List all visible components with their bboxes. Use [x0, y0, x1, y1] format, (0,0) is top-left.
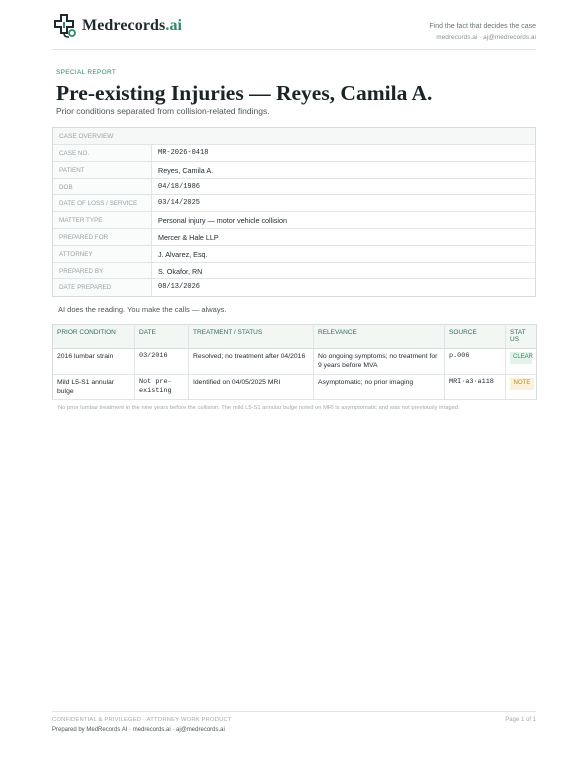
overview-row	[53, 162, 535, 179]
condition-cell: Mild L5-S1 annular bulge	[53, 375, 135, 400]
tagline: Find the fact that decides the case	[429, 23, 536, 30]
overview-label: DOB	[53, 179, 152, 195]
header-contact: medrecords.ai · aj@medrecords.ai	[436, 34, 536, 41]
report-header	[52, 12, 536, 50]
ai-disclaimer: AI does the reading. You make the calls — always.	[58, 305, 227, 314]
condition-cell: 2016 lumbar strain	[53, 349, 135, 375]
overview-label: ATTORNEY	[53, 246, 152, 262]
report-kicker: SPECIAL REPORT	[56, 69, 117, 76]
date-prepared-value: 08/13/2026	[158, 283, 201, 292]
prepared-by-value: S. Okafor, RN	[158, 266, 203, 276]
relevance-cell: No ongoing symptoms; no treatment for 9 years before MVA	[314, 349, 445, 375]
table-footnote: No prior lumbar treatment in the nine years before the collision. The mild L5-S1 annular bulge noted on MRI is asymptomatic and was not previously imaged.	[58, 405, 460, 411]
date-of-loss-value: 03/14/2025	[158, 199, 201, 208]
source-cell: MRI·a3·a118	[445, 375, 506, 400]
case-overview-heading: CASE OVERVIEW	[53, 128, 535, 145]
prior-conditions-table	[52, 324, 537, 400]
column-header: PRIOR CONDITION	[53, 325, 135, 349]
overview-label: CASE NO.	[53, 145, 152, 161]
column-header: SOURCE	[445, 325, 506, 349]
attorney-value: J. Alvarez, Esq.	[158, 249, 208, 259]
column-header: STAT US	[506, 325, 537, 349]
relevance-cell: Asymptomatic; no prior imaging	[314, 375, 445, 400]
table-row	[53, 349, 537, 375]
brand-name	[82, 17, 182, 35]
brand-accent: .ai	[165, 17, 183, 34]
table-header-row	[53, 325, 537, 349]
overview-row	[53, 263, 535, 280]
overview-row	[53, 145, 535, 162]
date-cell: Not pre-existing	[135, 375, 189, 400]
overview-label: DATE OF LOSS / SERVICE	[53, 195, 152, 211]
matter-type-value: Personal injury — motor vehicle collision	[158, 216, 288, 226]
page-footer	[52, 711, 536, 733]
status-badge: NOTE	[510, 378, 534, 390]
overview-label: DATE PREPARED	[53, 279, 152, 296]
logo[interactable]	[52, 12, 182, 40]
report-subtitle: Prior conditions separated from collision-related findings.	[56, 106, 270, 116]
medical-cross-stethoscope-icon	[52, 13, 78, 39]
overview-label: PATIENT	[53, 162, 152, 178]
dob-value: 04/18/1986	[158, 182, 201, 191]
overview-label: MATTER TYPE	[53, 212, 152, 228]
overview-row	[53, 279, 535, 296]
treatment-cell: Identified on 04/05/2025 MRI	[189, 375, 314, 400]
overview-row	[53, 212, 535, 229]
column-header: TREATMENT / STATUS	[189, 325, 314, 349]
prepared-by-footer: Prepared by MedRecords AI · medrecords.ai · aj@medrecords.ai	[52, 727, 225, 733]
page-number: Page 1 of 1	[505, 717, 536, 723]
overview-row	[53, 229, 535, 246]
source-cell: p.006	[445, 349, 506, 375]
overview-row	[53, 179, 535, 196]
case-number-value: MR-2026-0418	[158, 149, 209, 157]
prepared-for-value: Mercer & Hale LLP	[158, 232, 219, 242]
report-title: Pre-existing Injuries — Reyes, Camila A.	[56, 81, 433, 105]
status-badge: CLEAR	[510, 352, 532, 364]
case-overview-table	[52, 127, 536, 297]
brand-main: Medrecords	[82, 17, 166, 34]
overview-label: PREPARED BY	[53, 263, 152, 279]
overview-row	[53, 246, 535, 263]
confidentiality-notice: CONFIDENTIAL & PRIVILEGED · ATTORNEY WORK PRODUCT	[52, 717, 232, 723]
patient-value: Reyes, Camila A.	[158, 165, 214, 175]
column-header: RELEVANCE	[314, 325, 445, 349]
overview-row	[53, 195, 535, 212]
date-cell: 03/2016	[135, 349, 189, 375]
table-row	[53, 375, 537, 400]
treatment-cell: Resolved; no treatment after 04/2016	[189, 349, 314, 375]
status-cell	[506, 375, 537, 400]
column-header: DATE	[135, 325, 189, 349]
status-cell	[506, 349, 537, 375]
overview-label: PREPARED FOR	[53, 229, 152, 245]
report-page	[52, 0, 536, 760]
